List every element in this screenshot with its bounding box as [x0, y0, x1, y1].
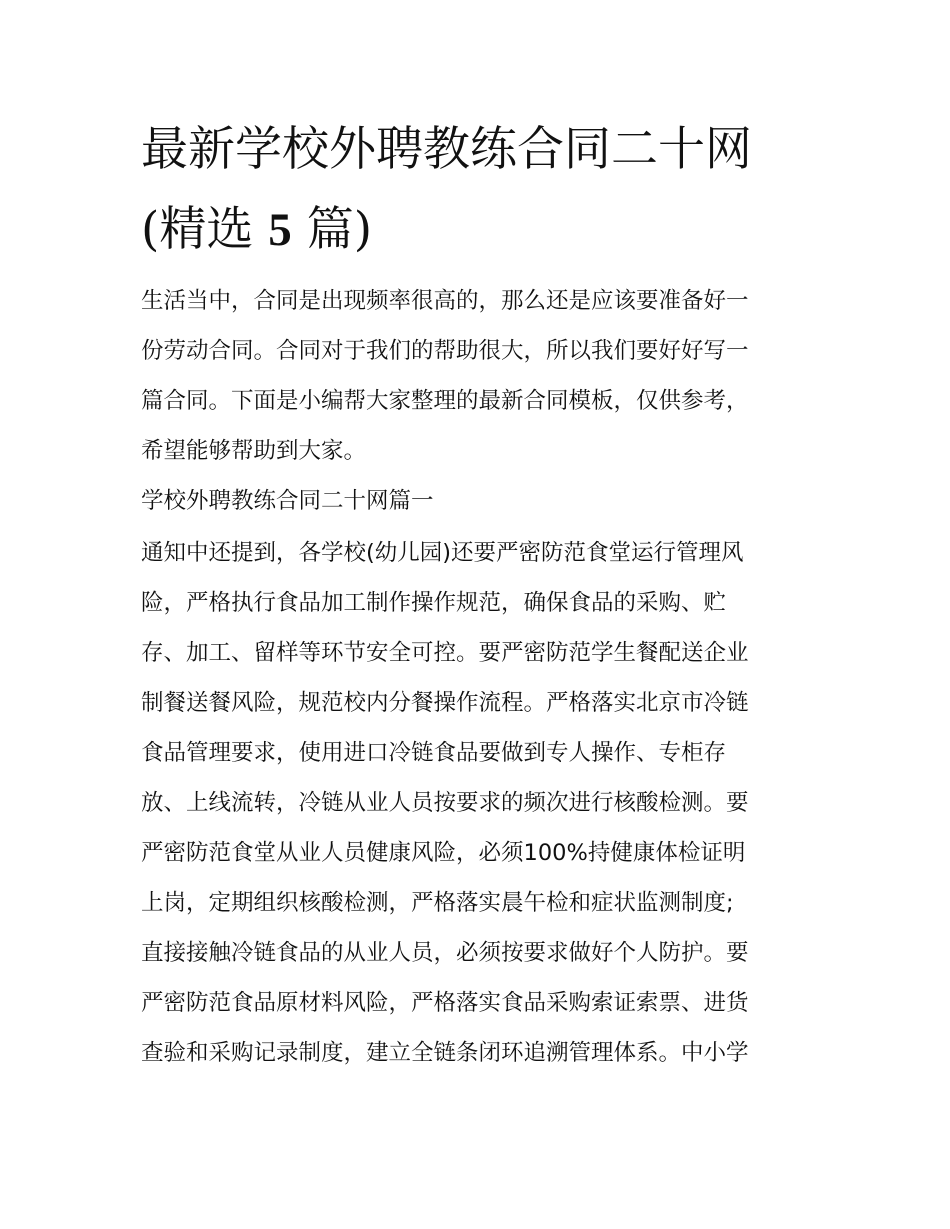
section-line: 放、上线流转，冷链从业人员按要求的频次进行核酸检测。要 — [141, 790, 749, 816]
section-line: 查验和采购记录制度，建立全链条闭环追溯管理体系。中小学 — [141, 1040, 749, 1066]
section-line: 严密防范食品原材料风险，严格落实食品采购索证索票、进货 — [141, 990, 749, 1016]
section-line: 严密防范食堂从业人员健康风险，必须100%持健康体检证明 — [141, 840, 746, 866]
section-line: 食品管理要求，使用进口冷链食品要做到专人操作、专柜存 — [141, 740, 727, 766]
section-line: 存、加工、留样等环节安全可控。要严密防范学生餐配送企业 — [141, 640, 749, 666]
intro-line: 份劳动合同。合同对于我们的帮助很大，所以我们要好好写一 — [141, 338, 749, 364]
section-heading: 学校外聘教练合同二十网篇一 — [141, 488, 434, 514]
title-suffix: 篇) — [291, 202, 373, 257]
section-line: 上岗，定期组织核酸检测，严格落实晨午检和症状监测制度; — [141, 890, 734, 916]
document-title — [141, 110, 841, 270]
intro-line: 希望能够帮助到大家。 — [141, 438, 367, 464]
section-line: 制餐送餐风险，规范校内分餐操作流程。严格落实北京市冷链 — [141, 690, 749, 716]
section-line: 直接接触冷链食品的从业人员，必须按要求做好个人防护。要 — [141, 940, 749, 966]
title-prefix: (精选 — [141, 202, 269, 257]
title-count: 5 — [268, 204, 292, 256]
title-line-2 — [141, 190, 841, 270]
intro-line: 生活当中，合同是出现频率很高的，那么还是应该要准备好一 — [141, 288, 749, 314]
section-line: 险，严格执行食品加工制作操作规范，确保食品的采购、贮 — [141, 590, 727, 616]
title-line-1: 最新学校外聘教练合同二十网 — [141, 122, 752, 177]
intro-line: 篇合同。下面是小编帮大家整理的最新合同模板，仅供参考， — [141, 388, 749, 414]
section-line: 通知中还提到，各学校(幼儿园)还要严密防范食堂运行管理风 — [141, 540, 744, 566]
